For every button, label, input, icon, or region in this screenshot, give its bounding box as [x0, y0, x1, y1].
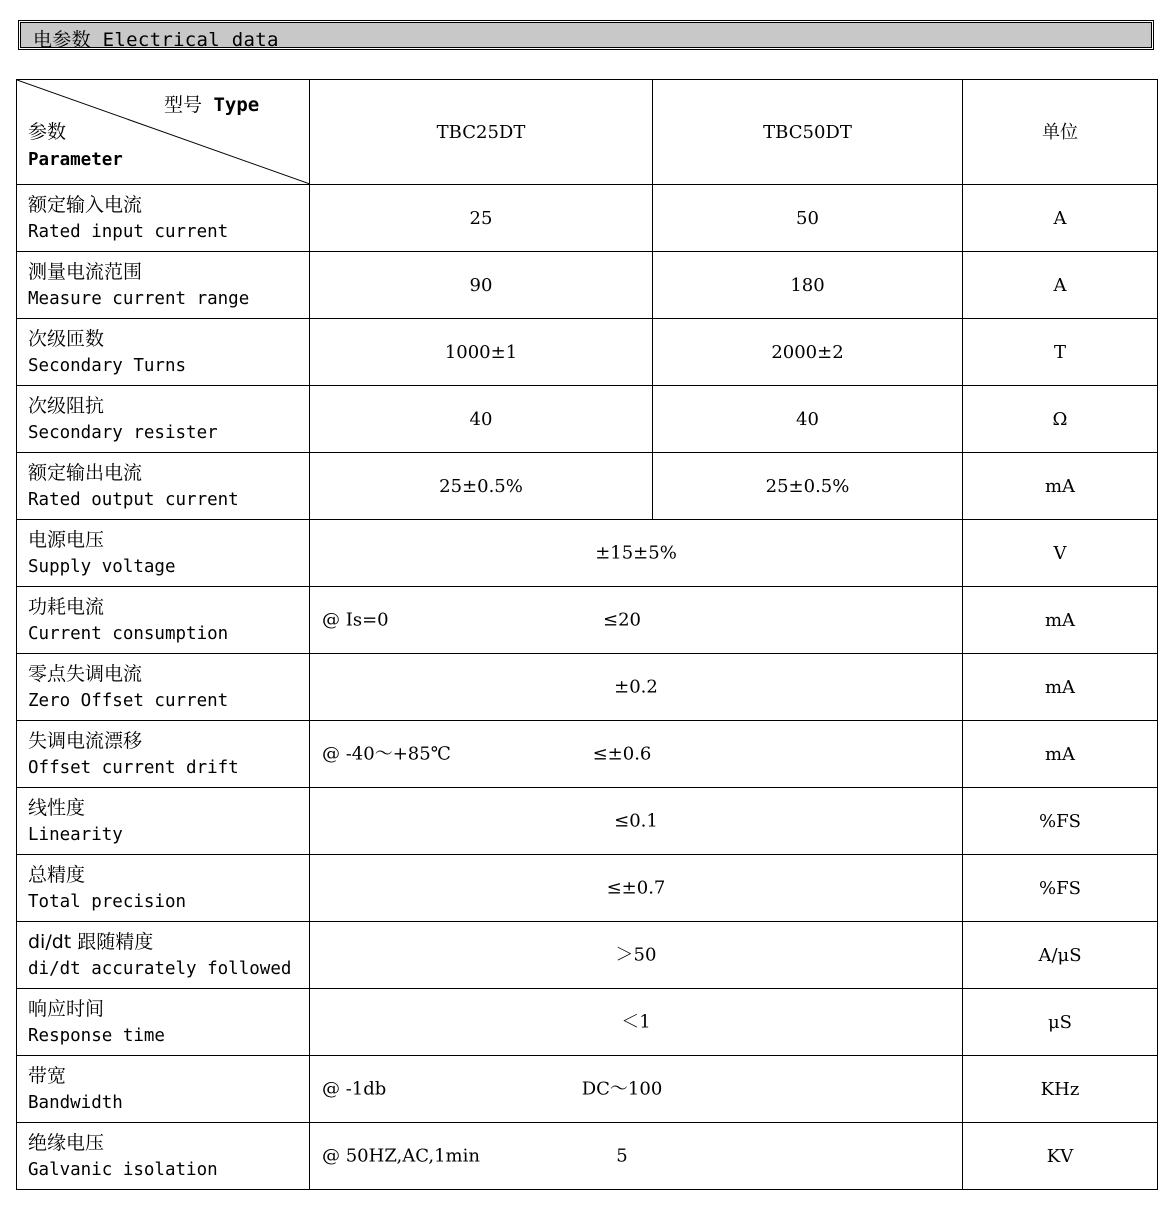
parameter-name-en: Linearity — [28, 825, 123, 845]
shared-value: ±0.2 — [614, 676, 658, 698]
header-diagonal-cell — [17, 80, 310, 185]
parameter-name-en: Secondary Turns — [28, 356, 187, 376]
model-b-value: 25±0.5% — [653, 453, 963, 520]
parameter-cell — [17, 989, 310, 1056]
parameter-cell — [17, 252, 310, 319]
model-a-value: 25 — [310, 185, 653, 252]
unit-value: mA — [963, 587, 1158, 654]
table-row — [17, 319, 1158, 386]
model-b-value: 2000±2 — [653, 319, 963, 386]
model-b-value: 40 — [653, 386, 963, 453]
unit-value: KV — [963, 1123, 1158, 1190]
unit-value: mA — [963, 721, 1158, 788]
model-a-value: 90 — [310, 252, 653, 319]
parameter-label: 参数 Parameter — [28, 121, 123, 170]
parameter-cell — [17, 453, 310, 520]
table-body — [17, 185, 1158, 1190]
section-header — [18, 20, 1154, 50]
unit-header: 单位 — [963, 80, 1158, 185]
model-a-value: 40 — [310, 386, 653, 453]
unit-value: V — [963, 520, 1158, 587]
parameter-name-zh: 电源电压 — [28, 529, 105, 551]
table-row — [17, 520, 1158, 587]
table-row — [17, 788, 1158, 855]
unit-value: A/μS — [963, 922, 1158, 989]
parameter-name-zh: 失调电流漂移 — [28, 730, 143, 752]
shared-value: ≤±0.7 — [606, 877, 666, 899]
parameter-name-en: Offset current drift — [28, 758, 239, 778]
parameter-cell — [17, 721, 310, 788]
table-row — [17, 721, 1158, 788]
parameter-name-en: Rated output current — [28, 490, 239, 510]
table-row — [17, 1123, 1158, 1190]
parameter-cell — [17, 855, 310, 922]
parameter-name-en: di/dt accurately followed — [28, 959, 292, 979]
table-row — [17, 453, 1158, 520]
shared-value-cell — [310, 654, 963, 721]
parameter-name-en: Bandwidth — [28, 1093, 123, 1113]
parameter-name-zh: 线性度 — [28, 797, 86, 819]
unit-value: μS — [963, 989, 1158, 1056]
shared-value: DC～100 — [581, 1078, 663, 1100]
parameter-cell — [17, 386, 310, 453]
parameter-name-en: Total precision — [28, 892, 187, 912]
parameter-name-en: Zero Offset current — [28, 691, 229, 711]
table-row — [17, 185, 1158, 252]
shared-value: ≤±0.6 — [592, 743, 652, 765]
unit-value: mA — [963, 453, 1158, 520]
table-row — [17, 989, 1158, 1056]
parameter-name-zh: 总精度 — [28, 864, 86, 886]
model-a-header: TBC25DT — [310, 80, 653, 185]
section-title: 电参数 Electrical data — [33, 29, 279, 51]
shared-value-cell — [310, 587, 963, 654]
parameter-name-en: Secondary resister — [28, 423, 218, 443]
model-b-header: TBC50DT — [653, 80, 963, 185]
shared-value-cell — [310, 520, 963, 587]
parameter-name-en: Current consumption — [28, 624, 229, 644]
shared-value-cell — [310, 989, 963, 1056]
parameter-name-zh: 带宽 — [28, 1065, 67, 1087]
table-header-row — [17, 80, 1158, 185]
parameter-cell — [17, 654, 310, 721]
type-label: 型号 Type — [164, 94, 260, 116]
test-condition: @ -40～+85℃ — [322, 743, 451, 765]
parameter-name-zh: 绝缘电压 — [28, 1132, 105, 1154]
parameter-name-zh: 零点失调电流 — [28, 663, 143, 685]
parameter-name-en: Galvanic isolation — [28, 1160, 218, 1180]
shared-value-cell — [310, 922, 963, 989]
test-condition: @ Is=0 — [322, 609, 389, 631]
table-row — [17, 654, 1158, 721]
unit-value: A — [963, 252, 1158, 319]
table-row — [17, 386, 1158, 453]
test-condition: @ -1db — [322, 1078, 387, 1100]
parameter-name-en: Measure current range — [28, 289, 250, 309]
parameter-cell — [17, 520, 310, 587]
table-row — [17, 587, 1158, 654]
unit-value: A — [963, 185, 1158, 252]
shared-value: ＞50 — [615, 944, 657, 966]
parameter-name-en: Rated input current — [28, 222, 229, 242]
parameter-name-en: Response time — [28, 1026, 165, 1046]
model-b-value: 50 — [653, 185, 963, 252]
parameter-name-zh: 测量电流范围 — [28, 261, 143, 283]
table-row — [17, 922, 1158, 989]
parameter-cell — [17, 922, 310, 989]
unit-value: %FS — [963, 855, 1158, 922]
unit-value: T — [963, 319, 1158, 386]
unit-value: Ω — [963, 386, 1158, 453]
parameter-name-zh: 功耗电流 — [28, 596, 105, 618]
unit-value: %FS — [963, 788, 1158, 855]
shared-value-cell — [310, 1056, 963, 1123]
parameter-cell — [17, 1056, 310, 1123]
unit-value: KHz — [963, 1056, 1158, 1123]
parameter-name-zh: 额定输出电流 — [28, 462, 143, 484]
parameter-name-zh: di/dt 跟随精度 — [28, 931, 154, 953]
shared-value: ±15±5% — [595, 542, 677, 564]
parameter-name-zh: 额定输入电流 — [28, 194, 143, 216]
parameter-name-en: Supply voltage — [28, 557, 176, 577]
parameter-cell — [17, 587, 310, 654]
unit-value: mA — [963, 654, 1158, 721]
parameter-name-zh: 响应时间 — [28, 998, 105, 1020]
parameter-name-zh: 次级匝数 — [28, 328, 105, 350]
table-row — [17, 855, 1158, 922]
table-row — [17, 252, 1158, 319]
shared-value-cell — [310, 721, 963, 788]
parameter-name-zh: 次级阻抗 — [28, 395, 105, 417]
parameter-cell — [17, 185, 310, 252]
shared-value: 5 — [616, 1145, 628, 1167]
shared-value: ＜1 — [621, 1011, 651, 1033]
parameter-cell — [17, 1123, 310, 1190]
shared-value: ≤0.1 — [614, 810, 658, 832]
table-row — [17, 1056, 1158, 1123]
shared-value: ≤20 — [603, 609, 641, 631]
model-a-value: 25±0.5% — [310, 453, 653, 520]
model-b-value: 180 — [653, 252, 963, 319]
model-a-value: 1000±1 — [310, 319, 653, 386]
parameter-cell — [17, 319, 310, 386]
electrical-data-table — [16, 79, 1158, 1190]
parameter-cell — [17, 788, 310, 855]
test-condition: @ 50HZ,AC,1min — [322, 1145, 480, 1167]
shared-value-cell — [310, 855, 963, 922]
shared-value-cell — [310, 788, 963, 855]
shared-value-cell — [310, 1123, 963, 1190]
